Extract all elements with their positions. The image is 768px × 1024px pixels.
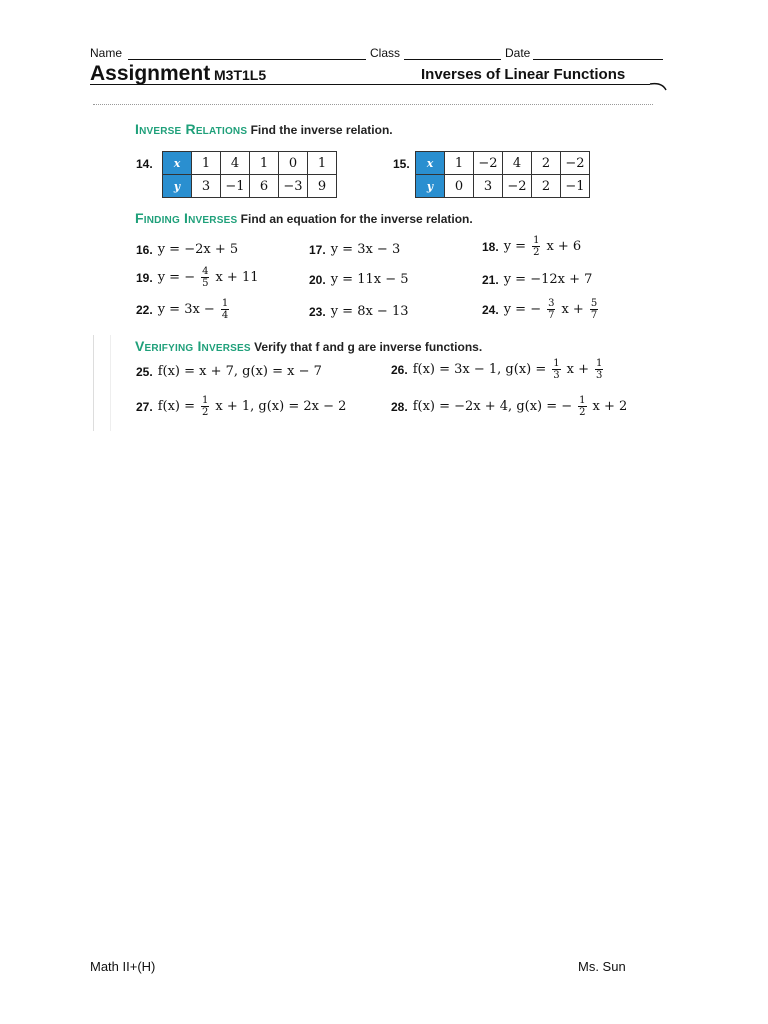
section-inverse-relations [135,121,393,137]
equation-part: y = − [157,270,196,285]
problem-number: 20. [309,272,326,287]
relation-table-15 [415,151,590,198]
numerator: 4 [202,266,209,277]
equation-part: f(x) = [157,399,195,414]
equation: y = 8x − 13 [330,304,409,319]
problem-number: 24. [482,302,499,317]
equation: y = −2x + 5 [157,242,239,257]
denominator: 7 [590,310,598,321]
fraction [595,358,603,381]
assignment-code: M3T1L5 [214,67,267,83]
numerator: 1 [202,395,209,406]
table-cell: −1 [221,175,250,198]
problem-number: 16. [136,242,153,257]
section-heading: Finding Inverses [135,210,238,226]
name-field[interactable] [128,59,366,60]
numerator: 1 [221,298,229,309]
table-cell: 0 [279,152,308,175]
numerator: 1 [533,235,540,246]
numerator: 1 [553,358,560,369]
fraction [590,298,598,321]
problem-20 [309,272,409,287]
fraction [221,298,229,321]
name-label: Name [90,46,123,60]
table-cell: −2 [503,175,532,198]
table-cell: 4 [221,152,250,175]
equation: y = −12x + 7 [503,272,593,287]
equation: y = 3x − 3 [330,242,401,257]
equation-part: x + [566,362,589,377]
header-curl-decoration [648,80,670,92]
fraction [578,395,586,418]
table-cell: −1 [561,175,590,198]
y-label: y [416,175,445,198]
header-rule [90,84,650,85]
table-row [163,175,337,198]
section-instruction: Find an equation for the inverse relation. [240,212,473,226]
denominator: 2 [579,407,586,418]
section-heading: Inverse Relations [135,121,248,137]
denominator: 2 [533,247,540,258]
equation: y = 11x − 5 [330,272,409,287]
denominator: 4 [221,310,229,321]
table-cell: 1 [308,152,337,175]
fraction [547,298,555,321]
class-field[interactable] [404,59,501,60]
numerator: 3 [548,298,555,309]
assignment-label: Assignment [90,62,211,85]
fraction [201,395,209,418]
equation-part: y = − [503,302,542,317]
denominator: 7 [548,310,555,321]
problem-28 [391,395,627,418]
problem-number: 18. [482,239,499,254]
footer-teacher: Ms. Sun [578,959,626,974]
section-instruction: Find the inverse relation. [250,123,393,137]
table-cell: −3 [279,175,308,198]
denominator: 3 [553,370,560,381]
denominator: 5 [202,278,209,289]
equation-part: f(x) = −2x + 4, g(x) = − [412,399,573,414]
table-cell: 0 [445,175,474,198]
table-cell: 3 [192,175,221,198]
table-row [416,152,590,175]
x-label: x [416,152,445,175]
topic-title: Inverses of Linear Functions [421,66,626,83]
problem-number: 21. [482,272,499,287]
equation-part: x + 2 [592,399,628,414]
problem-number: 22. [136,302,153,317]
table-cell: 1 [250,152,279,175]
problem-23 [309,304,409,319]
table-cell: 1 [192,152,221,175]
equation-part: x + 6 [546,239,582,254]
denominator: 3 [595,370,603,381]
problem-22 [136,298,230,321]
problem-number: 28. [391,399,408,414]
table-cell: 2 [532,152,561,175]
problem-number: 27. [136,399,153,414]
problem-27 [136,395,346,418]
table-row [163,152,337,175]
problem-number: 23. [309,304,326,319]
section-verifying-inverses [135,338,482,354]
relation-table-14 [162,151,337,198]
equation-part: y = 3x − [157,302,215,317]
margin-bar [93,335,111,431]
section-finding-inverses [135,210,473,226]
table-cell: 4 [503,152,532,175]
problem-18 [482,235,581,258]
numerator: 1 [595,358,603,369]
date-label: Date [505,46,531,60]
equation-part: x + [561,302,584,317]
x-label: x [163,152,192,175]
table-cell: −2 [474,152,503,175]
table-cell: 1 [445,152,474,175]
problem-17 [309,242,400,257]
problem-25 [136,364,322,379]
problem-21 [482,272,592,287]
section-heading: Verifying Inverses [135,338,251,354]
equation: f(x) = x + 7, g(x) = x − 7 [157,364,322,379]
table-cell: −2 [561,152,590,175]
problem-24 [482,298,599,321]
table-cell: 6 [250,175,279,198]
numerator: 1 [579,395,586,406]
table-cell: 3 [474,175,503,198]
table-row [416,175,590,198]
table-cell: 2 [532,175,561,198]
fraction [552,358,560,381]
problem-16 [136,242,238,257]
problem-number: 17. [309,242,326,257]
footer-course: Math II+(H) [90,959,156,974]
problem-number: 26. [391,362,408,377]
numerator: 5 [590,298,598,309]
equation-part: y = [503,239,527,254]
equation-part: x + 11 [215,270,259,285]
date-field[interactable] [533,59,663,60]
problem-19 [136,266,259,289]
table-cell: 9 [308,175,337,198]
problem-number: 15. [393,157,410,171]
fraction [532,235,540,258]
problem-number: 25. [136,364,153,379]
problem-number: 19. [136,270,153,285]
fraction [201,266,209,289]
class-label: Class [370,46,401,60]
denominator: 2 [202,407,209,418]
equation-part: f(x) = 3x − 1, g(x) = [412,362,547,377]
divider [93,104,653,105]
problem-number: 14. [136,157,153,171]
y-label: y [163,175,192,198]
problem-26 [391,358,604,381]
section-instruction: Verify that f and g are inverse functions. [254,340,483,354]
equation-part: x + 1, g(x) = 2x − 2 [215,399,347,414]
